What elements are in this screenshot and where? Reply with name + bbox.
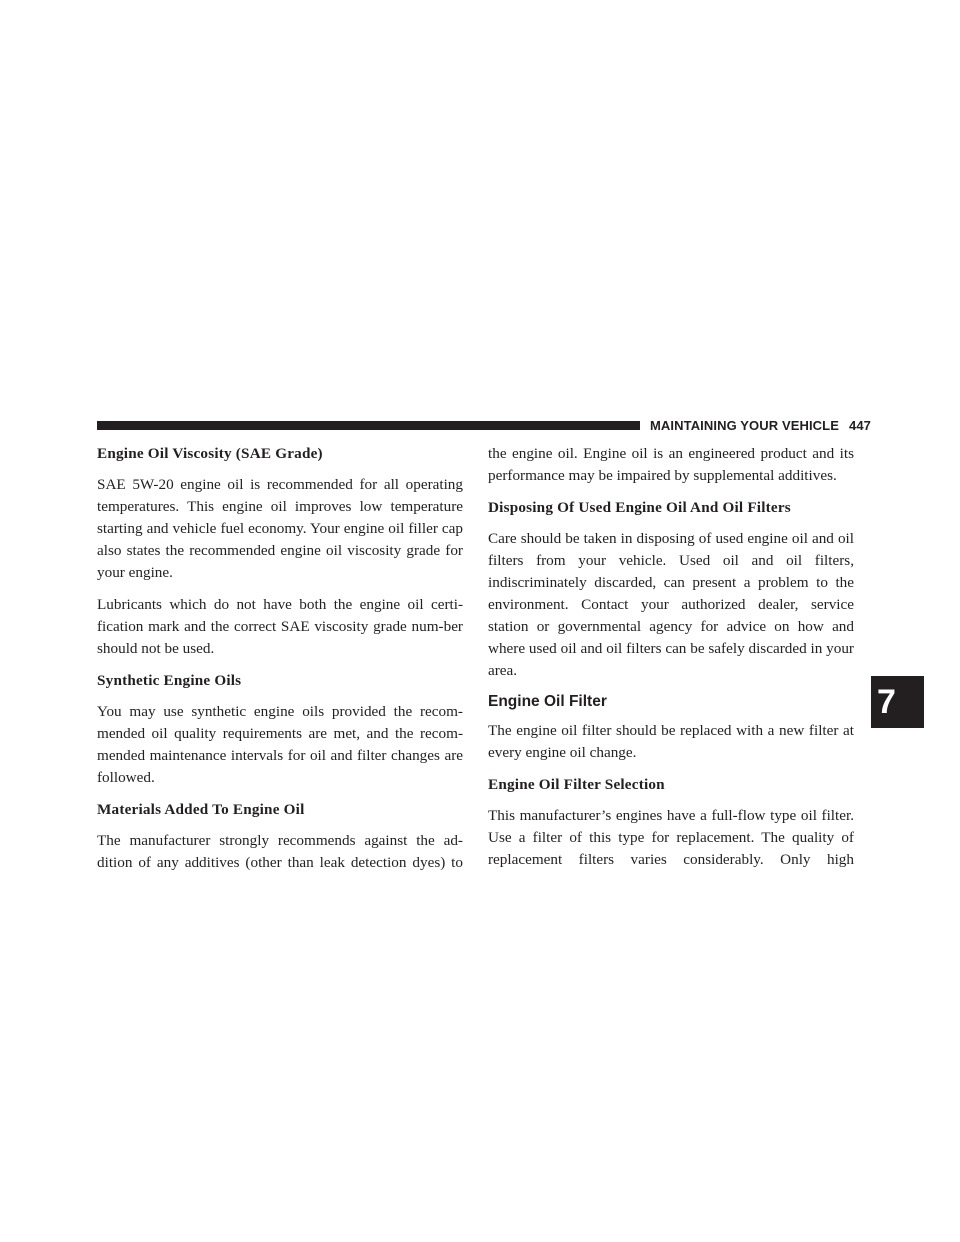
paragraph-materials: The manufacturer strongly recommends against the ad-dition of any additives (other than leak detection dyes) to	[97, 832, 463, 871]
section-title: MAINTAINING YOUR VEHICLE	[650, 418, 839, 433]
header-rule	[97, 421, 640, 430]
right-column	[488, 443, 854, 881]
paragraph-materials-cont: the engine oil. Engine oil is an engineered product and its performance may be impaired by supplemental additives.	[488, 445, 854, 484]
paragraph-viscosity: SAE 5W-20 engine oil is recommended for all operating temperatures. This engine oil improves low temperature starting and vehicle fuel economy. Your engine oil filler cap also states the recommended engine oil viscosity grade for your engine.	[97, 476, 463, 581]
paragraph-disposing: Care should be taken in disposing of used engine oil and oil filters from your vehicle. Used oil and oil filters, indiscriminately discarded, can present a problem to the environment. Contact your authorized dealer, service station or governmental agency for advice on how and where used oil and oil filters can be safely discarded in your area.	[488, 530, 854, 679]
paragraph-synthetic: You may use synthetic engine oils provided the recom-mended oil quality requirements are met, and the recom-mended maintenance intervals for oil and filter changes are followed.	[97, 703, 463, 786]
paragraph-oil-filter: The engine oil filter should be replaced with a new filter at every engine oil change.	[488, 722, 854, 761]
page-number: 447	[848, 418, 871, 433]
heading-oil-filter: Engine Oil Filter	[488, 693, 607, 710]
heading-viscosity: Engine Oil Viscosity (SAE Grade)	[97, 445, 323, 462]
heading-materials: Materials Added To Engine Oil	[97, 801, 305, 818]
heading-filter-selection: Engine Oil Filter Selection	[488, 776, 665, 793]
heading-synthetic: Synthetic Engine Oils	[97, 672, 242, 689]
paragraph-lubricants: Lubricants which do not have both the engine oil certi-fication mark and the correct SAE viscosity grade num-ber should not be used.	[97, 596, 463, 657]
heading-disposing: Disposing Of Used Engine Oil And Oil Filters	[488, 499, 791, 516]
left-column	[97, 443, 463, 884]
chapter-tab: 7	[871, 676, 924, 728]
paragraph-filter-selection: This manufacturer’s engines have a full-flow type oil filter. Use a filter of this type for replacement. The quality of replacement filters varies considerably. Only high	[488, 807, 854, 868]
running-header	[650, 418, 871, 434]
